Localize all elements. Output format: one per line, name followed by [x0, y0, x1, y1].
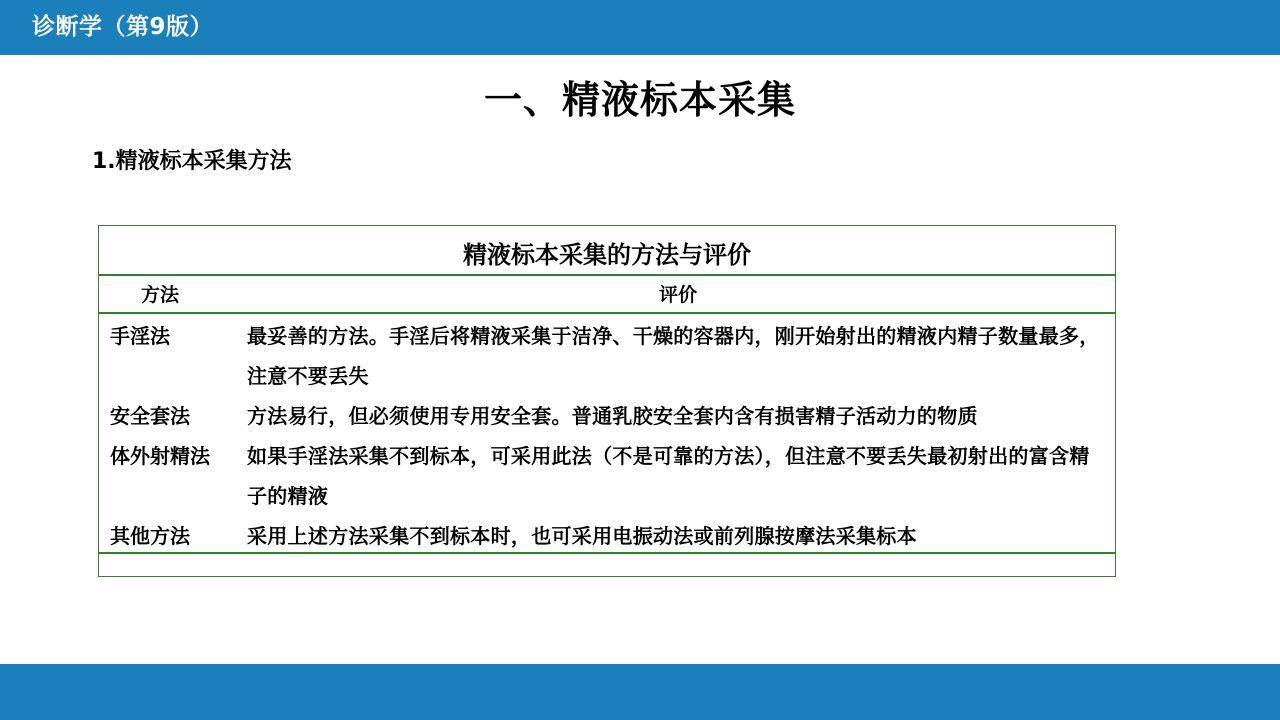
table-row [99, 436, 1115, 516]
evaluation-table [98, 225, 1116, 577]
column-header-evaluation: 评价 [659, 284, 698, 306]
method-cell: 手淫法 [110, 324, 170, 348]
evaluation-cell: 采用上述方法采集不到标本时，也可采用电振动法或前列腺按摩法采集标本 [247, 524, 917, 548]
table-caption: 精液标本采集的方法与评价 [99, 226, 1115, 276]
table-row [99, 396, 1115, 436]
evaluation-cell: 方法易行，但必须使用专用安全套。普通乳胶安全套内含有损害精子活动力的物质 [247, 404, 978, 428]
method-cell: 其他方法 [110, 524, 190, 548]
table-row [99, 316, 1115, 396]
evaluation-cell: 最妥善的方法。手淫后将精液采集于洁净、干燥的容器内，刚开始射出的精液内精子数量最多，注意不要丢失 [247, 324, 1100, 388]
table-row [99, 516, 1115, 556]
section-heading: 1.精液标本采集方法 [92, 149, 292, 174]
bottom-banner [0, 664, 1280, 720]
method-cell: 安全套法 [110, 404, 190, 428]
top-banner [0, 0, 1280, 55]
table-header-row [99, 276, 1115, 314]
table-bottom-rule [99, 552, 1115, 554]
slide-title: 一、精液标本采集 [483, 78, 796, 122]
book-title: 诊断学（第9版） [32, 14, 214, 40]
table-body [99, 316, 1115, 556]
method-cell: 体外射精法 [110, 444, 210, 468]
column-header-method: 方法 [141, 284, 180, 306]
evaluation-cell: 如果手淫法采集不到标本，可采用此法（不是可靠的方法），但注意不要丢失最初射出的富含精子的精液 [247, 444, 1090, 508]
